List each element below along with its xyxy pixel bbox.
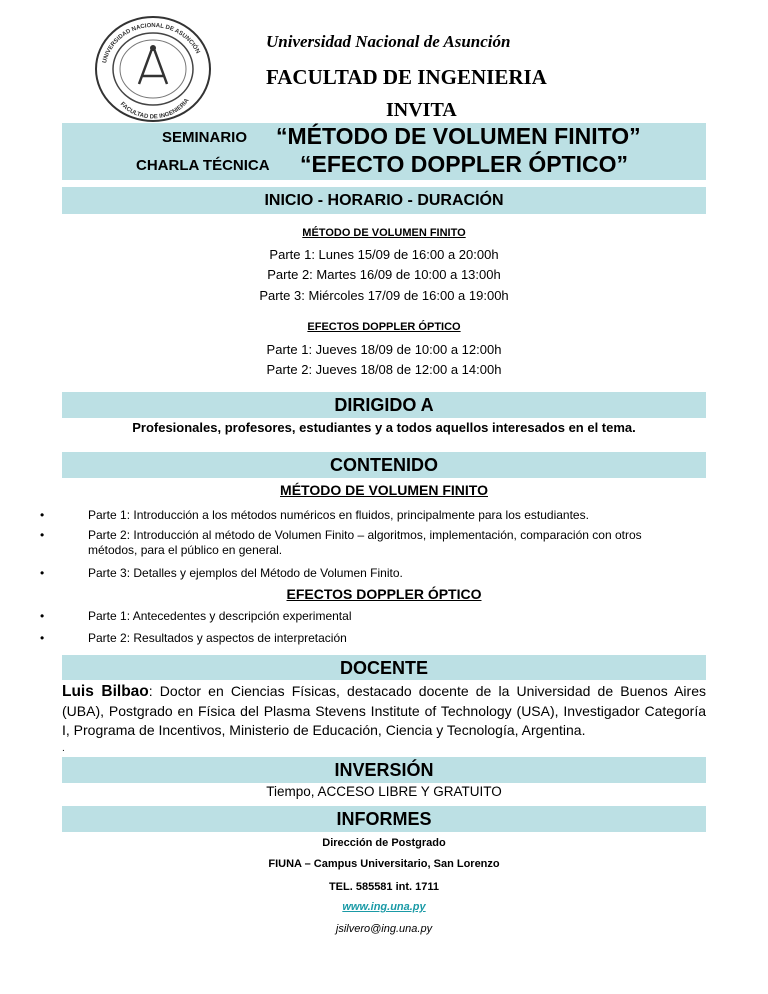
schedule-group-title: EFECTOS DOPPLER ÓPTICO — [307, 321, 461, 333]
schedule-line: Parte 3: Miércoles 17/09 de 16:00 a 19:00h — [259, 288, 509, 303]
faculty-name: FACULTAD DE INGENIERIA — [266, 65, 547, 89]
talk-label: CHARLA TÉCNICA — [136, 157, 270, 174]
seminar-label: SEMINARIO — [162, 129, 248, 146]
university-seal-logo — [93, 14, 213, 124]
teacher-heading: DOCENTE — [62, 655, 706, 680]
schedule-line: Parte 2: Jueves 18/08 de 12:00 a 14:00h — [266, 362, 502, 377]
teacher-bio-text: : Doctor en Ciencias Físicas, destacado docente de la Universidad de Buenos Aires (UBA), Postgrado en Física del Plasma Stevens Institute of Technology (USA), Investigador Categoría I, Programa de Incentivos, Ministerio de Educación, Ciencia y Tecnología, Argentina. — [62, 683, 706, 738]
content-item: Parte 3: Detalles y ejemplos del Método de Volumen Finito. — [88, 566, 403, 580]
schedule-line: Parte 1: Lunes 15/09 de 16:00 a 20:00h — [269, 247, 499, 262]
content-item: Parte 1: Introducción a los métodos numéricos en fluidos, principalmente para los estudiantes. — [88, 508, 589, 522]
invites-label: INVITA — [386, 99, 457, 121]
info-address: FIUNA – Campus Universitario, San Lorenzo — [268, 858, 500, 870]
schedule-group-title: MÉTODO DE VOLUMEN FINITO — [302, 227, 466, 239]
info-heading: INFORMES — [62, 806, 706, 832]
website-link[interactable]: www.ing.una.py — [342, 901, 426, 913]
audience-heading: DIRIGIDO A — [62, 392, 706, 418]
seminar-title: “MÉTODO DE VOLUMEN FINITO” — [276, 123, 641, 149]
content-item: Parte 2: Resultados y aspectos de interpretación — [88, 631, 347, 645]
investment-heading: INVERSIÓN — [62, 757, 706, 783]
talk-title: “EFECTO DOPPLER ÓPTICO” — [300, 151, 628, 177]
audience-text: Profesionales, profesores, estudiantes y a todos aquellos interesados en el tema. — [132, 420, 636, 435]
schedule-line: Parte 2: Martes 16/09 de 10:00 a 13:00h — [267, 267, 501, 282]
info-office: Dirección de Postgrado — [322, 837, 446, 849]
content-group-title: MÉTODO DE VOLUMEN FINITO — [280, 482, 488, 498]
bullet: • — [40, 508, 45, 522]
info-phone: TEL. 585581 int. 1711 — [328, 881, 440, 893]
investment-text: Tiempo, ACCESO LIBRE Y GRATUITO — [266, 784, 502, 799]
content-group-title: EFECTOS DOPPLER ÓPTICO — [286, 586, 482, 602]
university-name: Universidad Nacional de Asunción — [266, 32, 511, 51]
svg-text:FACULTAD DE INGENIERIA: FACULTAD DE INGENIERIA — [118, 97, 191, 121]
content-item: Parte 2: Introducción al método de Volumen Finito – algoritmos, implementación, comparación con otros métodos, para el público en general. — [88, 528, 642, 557]
bullet: • — [40, 631, 45, 645]
content-item: Parte 1: Antecedentes y descripción experimental — [88, 609, 352, 623]
bullet: • — [40, 528, 45, 542]
content-heading: CONTENIDO — [62, 452, 706, 478]
svg-text:UNIVERSIDAD NACIONAL DE ASUNCI: UNIVERSIDAD NACIONAL DE ASUNCIÓN — [101, 22, 201, 64]
bullet: • — [40, 566, 45, 580]
schedule-heading: INICIO - HORARIO - DURACIÓN — [62, 187, 706, 214]
bullet: • — [40, 609, 45, 623]
schedule-line: Parte 1: Jueves 18/09 de 10:00 a 12:00h — [266, 342, 502, 357]
stray-dot: . — [62, 743, 65, 754]
teacher-name: Luis Bilbao — [62, 683, 149, 700]
teacher-bio — [62, 682, 706, 741]
info-email[interactable]: jsilvero@ing.una.py — [335, 923, 433, 935]
